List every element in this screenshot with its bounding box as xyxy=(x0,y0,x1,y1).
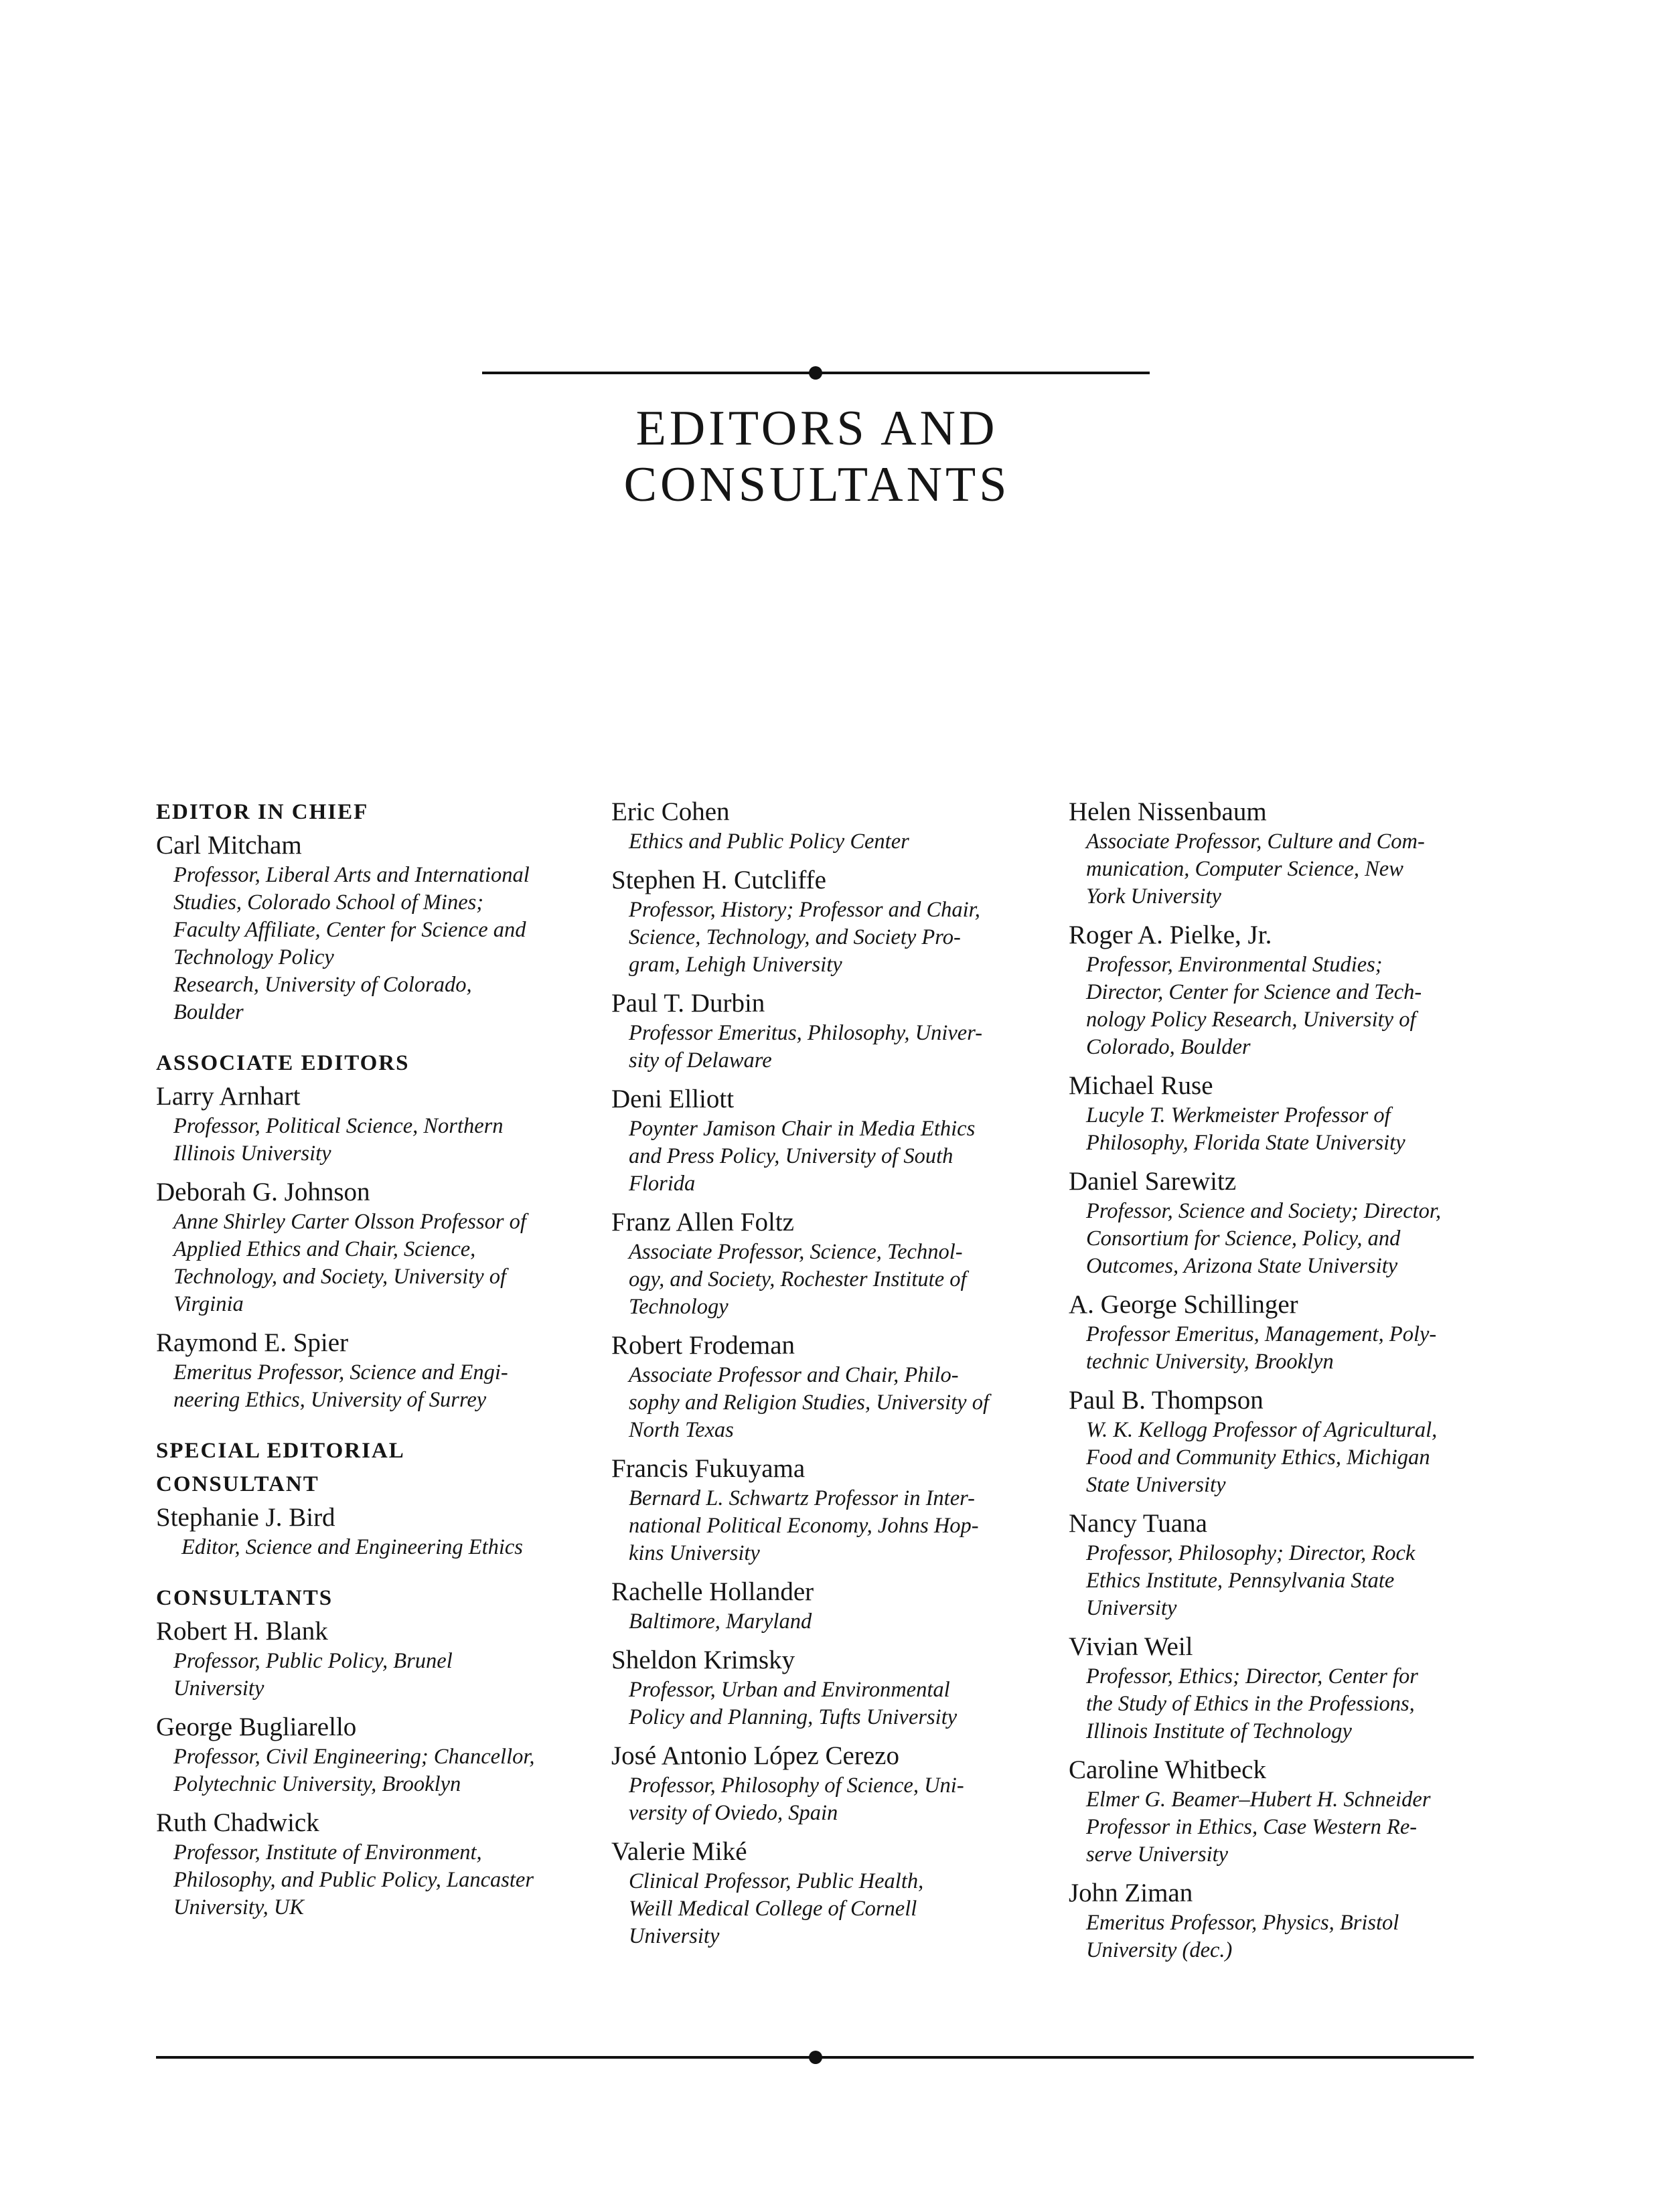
contributor-affiliation-line: Professor Emeritus, Management, Poly- xyxy=(1086,1322,1437,1346)
contributor-affiliation-line: Virginia xyxy=(173,1292,244,1316)
column-2 xyxy=(611,795,1040,1970)
contributor-entry xyxy=(611,1644,1040,1731)
contributor-affiliation-line: Clinical Professor, Public Health, xyxy=(629,1869,924,1893)
contributor-entry xyxy=(1069,1877,1497,1964)
section xyxy=(1069,795,1497,1964)
contributor-affiliation-line: Anne Shirley Carter Olsson Professor of xyxy=(173,1210,526,1234)
contributor-name: Stephanie J. Bird xyxy=(156,1503,335,1532)
contributor-entry xyxy=(1069,1165,1497,1280)
page-title-line-1: EDITORS AND xyxy=(635,401,998,456)
section-heading: EDITOR IN CHIEF xyxy=(156,800,369,824)
contributor-entry xyxy=(156,1176,585,1318)
contributor-affiliation-line: Professor, Philosophy of Science, Uni- xyxy=(629,1773,964,1798)
contributor-affiliation-line: versity of Oviedo, Spain xyxy=(629,1801,838,1825)
contributor-affiliation-line: Professor, Philosophy; Director, Rock xyxy=(1086,1541,1416,1565)
contributor-affiliation-line: Outcomes, Arizona State University xyxy=(1086,1254,1398,1278)
section xyxy=(156,1581,585,1921)
contributor-affiliation-line: University, UK xyxy=(173,1895,304,1919)
contributor-affiliation-line: Professor Emeritus, Philosophy, Univer- xyxy=(629,1021,983,1045)
contributor-affiliation-line: Director, Center for Science and Tech- xyxy=(1086,980,1422,1004)
contributor-affiliation-line: Professor, Civil Engineering; Chancellor, xyxy=(173,1745,535,1769)
contributor-affiliation-line: Florida xyxy=(629,1172,696,1196)
contributor-affiliation-line: Policy and Planning, Tufts University xyxy=(629,1705,958,1729)
contributor-name: John Ziman xyxy=(1069,1879,1193,1907)
contributor-name: Deborah G. Johnson xyxy=(156,1178,370,1206)
section xyxy=(156,795,585,1026)
contributor-affiliation-line: Professor, Science and Society; Director, xyxy=(1086,1199,1442,1223)
contributor-affiliation-line: munication, Computer Science, New xyxy=(1086,857,1403,881)
contributor-entry xyxy=(611,1083,1040,1198)
contributor-affiliation-line: Associate Professor, Science, Technol- xyxy=(629,1240,963,1264)
contributor-affiliation-line: Lucyle T. Werkmeister Professor of xyxy=(1086,1103,1391,1127)
contributor-name: Paul T. Durbin xyxy=(611,989,765,1018)
contributor-affiliation-line: Boulder xyxy=(173,1000,244,1024)
contributor-affiliation-line: Illinois Institute of Technology xyxy=(1086,1719,1352,1743)
contributor-affiliation-line: Science, Technology, and Society Pro- xyxy=(629,925,961,949)
contributor-affiliation-line: Emeritus Professor, Science and Engi- xyxy=(173,1360,508,1385)
contributor-affiliation-line: University xyxy=(1086,1596,1177,1620)
contributor-name: Robert H. Blank xyxy=(156,1617,328,1646)
page-title xyxy=(482,400,1152,513)
contributor-affiliation-line: ogy, and Society, Rochester Institute of xyxy=(629,1267,967,1291)
contributor-entry xyxy=(156,1615,585,1703)
contributor-name: Roger A. Pielke, Jr. xyxy=(1069,921,1272,949)
contributor-affiliation-line: Ethics Institute, Pennsylvania State xyxy=(1086,1569,1395,1593)
contributor-affiliation-line: Professor, Institute of Environment, xyxy=(173,1840,482,1865)
section xyxy=(156,1046,585,1414)
contributor-affiliation-line: gram, Lehigh University xyxy=(629,953,842,977)
contributor-entry xyxy=(611,1739,1040,1827)
contributor-affiliation-line: Baltimore, Maryland xyxy=(629,1609,812,1634)
contributor-entry xyxy=(1069,795,1497,911)
contributor-affiliation-line: Polytechnic University, Brooklyn xyxy=(173,1772,461,1796)
contributor-name: Robert Frodeman xyxy=(611,1331,795,1360)
contributor-name: Raymond E. Spier xyxy=(156,1328,349,1357)
contributor-entry xyxy=(156,1326,585,1414)
top-rule-left xyxy=(482,372,810,374)
contributor-affiliation-line: Technology xyxy=(629,1295,729,1319)
section-heading: ASSOCIATE EDITORS xyxy=(156,1051,410,1075)
page-title-line-2: CONSULTANTS xyxy=(623,457,1010,512)
contributor-affiliation-line: Professor, Public Policy, Brunel xyxy=(173,1649,453,1673)
contributor-affiliation-line: University (dec.) xyxy=(1086,1938,1233,1962)
contributor-affiliation-line: neering Ethics, University of Surrey xyxy=(173,1388,487,1412)
contributor-name: Caroline Whitbeck xyxy=(1069,1755,1266,1784)
contributor-affiliation-line: Philosophy, and Public Policy, Lancaster xyxy=(173,1868,534,1892)
contributor-affiliation-line: Bernard L. Schwartz Professor in Inter- xyxy=(629,1486,975,1510)
contributor-name: Daniel Sarewitz xyxy=(1069,1167,1237,1196)
contributor-entry xyxy=(1069,1288,1497,1376)
contributor-name: George Bugliarello xyxy=(156,1713,357,1741)
contributor-affiliation-line: Colorado, Boulder xyxy=(1086,1035,1251,1059)
contributor-affiliation-line: Food and Community Ethics, Michigan xyxy=(1086,1445,1430,1470)
contributor-affiliation-line: Studies, Colorado School of Mines; xyxy=(173,890,484,915)
bottom-rule-left xyxy=(156,2056,810,2059)
contributor-affiliation-line: Philosophy, Florida State University xyxy=(1086,1131,1405,1155)
contributor-entry xyxy=(1069,1753,1497,1869)
contributor-affiliation-line: national Political Economy, Johns Hop- xyxy=(629,1514,979,1538)
contributor-affiliation-line: Consortium for Science, Policy, and xyxy=(1086,1227,1401,1251)
contributor-name: Stephen H. Cutcliffe xyxy=(611,866,826,894)
contributor-affiliation-line: University xyxy=(173,1676,264,1701)
contributor-affiliation-line: North Texas xyxy=(629,1418,734,1442)
contributor-name: Paul B. Thompson xyxy=(1069,1386,1264,1415)
contributor-affiliation-line: Faculty Affiliate, Center for Science and xyxy=(173,918,526,942)
contributor-affiliation-line: W. K. Kellogg Professor of Agricultural, xyxy=(1086,1418,1438,1442)
contributor-affiliation-line: Professor in Ethics, Case Western Re- xyxy=(1086,1815,1418,1839)
contributor-affiliation-line: York University xyxy=(1086,884,1221,909)
bottom-rule-right xyxy=(821,2056,1474,2059)
section xyxy=(611,795,1040,1950)
contributor-affiliation-line: Weill Medical College of Cornell xyxy=(629,1897,917,1921)
contributor-entry xyxy=(1069,1507,1497,1622)
contributor-affiliation-line: Research, University of Colorado, xyxy=(173,973,472,997)
contributor-entry xyxy=(156,829,585,1026)
contributor-affiliation-line: Associate Professor and Chair, Philo- xyxy=(629,1363,959,1387)
contributor-name: Helen Nissenbaum xyxy=(1069,797,1267,826)
contributor-name: Vivian Weil xyxy=(1069,1632,1193,1661)
contributor-affiliation-line: Elmer G. Beamer–Hubert H. Schneider xyxy=(1086,1788,1431,1812)
contributor-affiliation-line: kins University xyxy=(629,1541,760,1565)
contributor-name: Francis Fukuyama xyxy=(611,1454,806,1483)
contributor-entry xyxy=(1069,1069,1497,1157)
section-heading: CONSULTANT xyxy=(156,1472,319,1496)
contributor-affiliation-line: technic University, Brooklyn xyxy=(1086,1350,1334,1374)
contributor-entry xyxy=(1069,1630,1497,1745)
contributor-entry xyxy=(611,1575,1040,1636)
contributor-name: Ruth Chadwick xyxy=(156,1808,319,1837)
contributor-name: Michael Ruse xyxy=(1069,1071,1213,1100)
contributor-affiliation-line: serve University xyxy=(1086,1842,1229,1867)
section xyxy=(156,1434,585,1561)
contributor-entry xyxy=(156,1501,585,1561)
contributor-entry xyxy=(611,864,1040,979)
top-rule-right xyxy=(821,372,1150,374)
contributor-affiliation-line: nology Policy Research, University of xyxy=(1086,1008,1416,1032)
contributor-affiliation-line: Professor, Political Science, Northern xyxy=(173,1114,504,1138)
contributor-affiliation-line: Editor, Science and Engineering Ethics xyxy=(181,1535,523,1559)
contributor-affiliation-line: Professor, Ethics; Director, Center for xyxy=(1086,1664,1418,1688)
contributor-name: A. George Schillinger xyxy=(1069,1290,1298,1319)
contributor-name: Franz Allen Foltz xyxy=(611,1208,794,1237)
contributor-name: José Antonio López Cerezo xyxy=(611,1741,899,1770)
contributor-affiliation-line: State University xyxy=(1086,1473,1226,1497)
contributor-affiliation-line: Professor, History; Professor and Chair, xyxy=(629,898,980,922)
contributor-entry xyxy=(611,1452,1040,1567)
contributor-entry xyxy=(156,1080,585,1168)
contributor-affiliation-line: Professor, Urban and Environmental xyxy=(629,1678,950,1702)
contributor-affiliation-line: and Press Policy, University of South xyxy=(629,1144,953,1168)
contributor-entry xyxy=(611,1835,1040,1950)
section-heading: CONSULTANTS xyxy=(156,1586,333,1610)
top-rule-ornament xyxy=(809,366,822,380)
contributor-affiliation-line: Applied Ethics and Chair, Science, xyxy=(173,1237,476,1261)
contributor-name: Nancy Tuana xyxy=(1069,1509,1207,1538)
contributor-name: Deni Elliott xyxy=(611,1085,735,1113)
contributor-affiliation-line: Illinois University xyxy=(173,1141,331,1166)
contributor-name: Rachelle Hollander xyxy=(611,1577,814,1606)
contributor-entry xyxy=(611,987,1040,1075)
contributor-name: Sheldon Krimsky xyxy=(611,1646,795,1674)
contributor-entry xyxy=(156,1711,585,1798)
contributor-affiliation-line: sophy and Religion Studies, University of xyxy=(629,1391,989,1415)
column-1 xyxy=(156,795,585,1942)
contributor-entry xyxy=(1069,1384,1497,1499)
section-heading: SPECIAL EDITORIAL xyxy=(156,1439,405,1463)
contributor-name: Carl Mitcham xyxy=(156,831,302,860)
contributor-affiliation-line: sity of Delaware xyxy=(629,1048,772,1073)
contributor-name: Larry Arnhart xyxy=(156,1082,301,1111)
contributor-affiliation-line: Technology, and Society, University of xyxy=(173,1265,507,1289)
contributor-entry xyxy=(156,1806,585,1921)
contributor-entry xyxy=(1069,919,1497,1061)
contributor-affiliation-line: Professor, Environmental Studies; xyxy=(1086,953,1383,977)
bottom-rule-ornament xyxy=(809,2051,822,2064)
contributor-affiliation-line: University xyxy=(629,1924,720,1948)
contributor-entry xyxy=(611,1329,1040,1444)
column-3 xyxy=(1069,795,1497,1984)
contributor-affiliation-line: Poynter Jamison Chair in Media Ethics xyxy=(629,1117,976,1141)
contributor-affiliation-line: Emeritus Professor, Physics, Bristol xyxy=(1086,1911,1399,1935)
contributor-entry xyxy=(611,795,1040,856)
contributor-name: Eric Cohen xyxy=(611,797,730,826)
contributor-affiliation-line: Technology Policy xyxy=(173,945,334,969)
contributor-affiliation-line: Professor, Liberal Arts and International xyxy=(173,863,530,887)
contributor-affiliation-line: Ethics and Public Policy Center xyxy=(629,830,909,854)
contributor-affiliation-line: the Study of Ethics in the Professions, xyxy=(1086,1692,1415,1716)
contributor-affiliation-line: Associate Professor, Culture and Com- xyxy=(1086,830,1425,854)
contributor-entry xyxy=(611,1206,1040,1321)
contributor-name: Valerie Miké xyxy=(611,1837,747,1866)
